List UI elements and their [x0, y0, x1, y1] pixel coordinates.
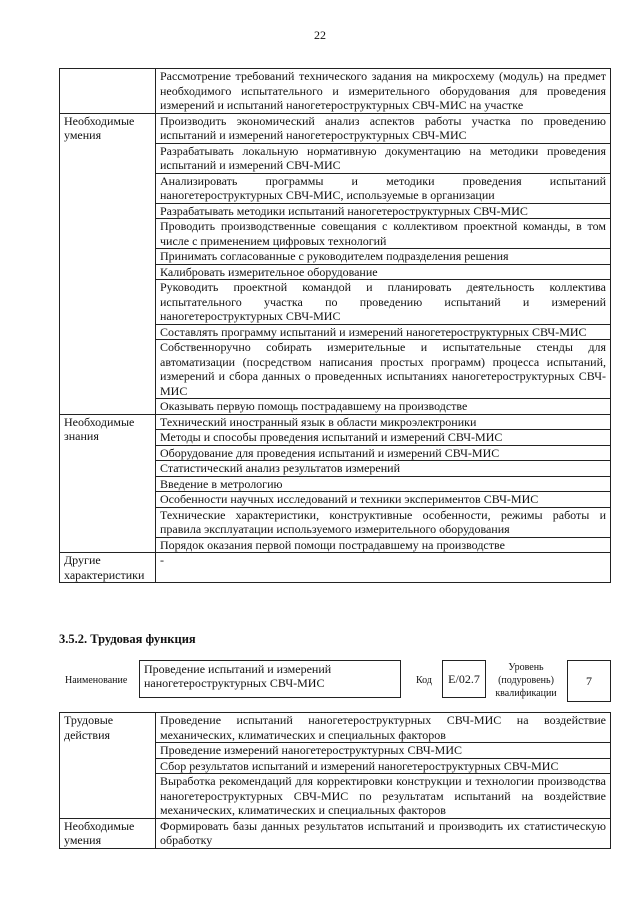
table-cell: - [156, 553, 611, 583]
table-cell: Особенности научных исследований и техники экспериментов СВЧ-МИС [156, 492, 611, 508]
table-cell: Порядок оказания первой помощи пострадавшему на производстве [156, 537, 611, 553]
table-row [60, 713, 611, 743]
table-cell: Технические характеристики, конструктивные особенности, режимы работы и правила эксплуатации используемого измерительного оборудования [156, 507, 611, 537]
row-label: Другие характеристики [60, 553, 156, 583]
table-cell: Оказывать первую помощь пострадавшему на производстве [156, 399, 611, 415]
table-cell: Проводить производственные совещания с коллективом проектной команды, в том числе с применением цифровых технологий [156, 219, 611, 249]
level-label [491, 661, 561, 700]
table-cell: Анализировать программы и методики проведения испытаний наногетероструктурных СВЧ-МИС, используемые в организации [156, 173, 611, 203]
table-cell: Статистический анализ результатов измерений [156, 461, 611, 477]
row-label: Необходимые знания [60, 414, 156, 553]
table-cell: Производить экономический анализ аспектов работы участка по проведению испытаний и измерений наногетероструктурных СВЧ-МИС [156, 113, 611, 143]
table-cell: Методы и способы проведения испытаний и измерений СВЧ-МИС [156, 430, 611, 446]
name-label: Наименование [65, 675, 128, 686]
labor-function-header [59, 659, 611, 703]
row-label: Трудовые действия [60, 713, 156, 819]
row-label: Необходимые умения [60, 818, 156, 848]
function-name-line2: наногетероструктурных СВЧ-МИС [144, 676, 325, 690]
table-cell: Разрабатывать локальную нормативную документацию на методики проведения испытаний и измерений СВЧ-МИС [156, 143, 611, 173]
table-row [60, 553, 611, 583]
table-row [60, 69, 611, 114]
table-cell: Выработка рекомендаций для корректировки конструкции и технологии производства наногетероструктурных СВЧ-МИС по результатам испытаний на воздействие механических, климатических и специальных факторов [156, 774, 611, 819]
function-name-line1: Проведение испытаний и измерений [144, 662, 332, 676]
level-label-line1: Уровень [508, 662, 544, 673]
row-label: Необходимые умения [60, 113, 156, 414]
table-row [60, 113, 611, 143]
table-row [60, 818, 611, 848]
row-label [60, 69, 156, 114]
labor-function-table [59, 712, 611, 849]
table-cell: Сбор результатов испытаний и измерений наногетероструктурных СВЧ-МИС [156, 758, 611, 774]
table-cell: Составлять программу испытаний и измерений наногетероструктурных СВЧ-МИС [156, 324, 611, 340]
function-name-box [139, 660, 401, 698]
code-value: E/02.7 [442, 660, 486, 698]
level-value: 7 [567, 660, 611, 702]
table-cell: Калибровать измерительное оборудование [156, 264, 611, 280]
table-cell: Принимать согласованные с руководителем подразделения решения [156, 249, 611, 265]
section-heading: 3.5.2. Трудовая функция [59, 632, 196, 646]
table-cell: Проведение испытаний наногетероструктурных СВЧ-МИС на воздействие механических, климатических и специальных факторов [156, 713, 611, 743]
table-cell: Рассмотрение требований технического задания на микросхему (модуль) на предмет необходимого испытательного и измерительного оборудования для проведения измерений и испытаний наногетероструктурных СВЧ-МИС на участке [156, 69, 611, 114]
code-label: Код [416, 675, 432, 686]
table-cell: Проведение измерений наногетероструктурных СВЧ-МИС [156, 743, 611, 759]
table-cell: Руководить проектной командой и планировать деятельность коллектива испытательного участка по проведению испытаний и измерений наногетероструктурных СВЧ-МИС [156, 280, 611, 325]
table-cell: Технический иностранный язык в области микроэлектроники [156, 414, 611, 430]
table-cell: Формировать базы данных результатов испытаний и производить их статистическую обработку [156, 818, 611, 848]
table-cell: Оборудование для проведения испытаний и измерений СВЧ-МИС [156, 445, 611, 461]
level-label-line2: (подуровень) [498, 675, 554, 686]
competency-table [59, 68, 611, 583]
table-cell: Собственноручно собирать измерительные и испытательные стенды для автоматизации (посредством написания простых программ) процесса испытаний, измерений и сбора данных о проведенных испытаниях наногетероструктурных СВЧ-МИС [156, 340, 611, 399]
level-label-line3: квалификации [495, 688, 557, 699]
table-row [60, 414, 611, 430]
table-cell: Введение в метрологию [156, 476, 611, 492]
table-cell: Разрабатывать методики испытаний наногетероструктурных СВЧ-МИС [156, 203, 611, 219]
page-number: 22 [314, 28, 326, 42]
